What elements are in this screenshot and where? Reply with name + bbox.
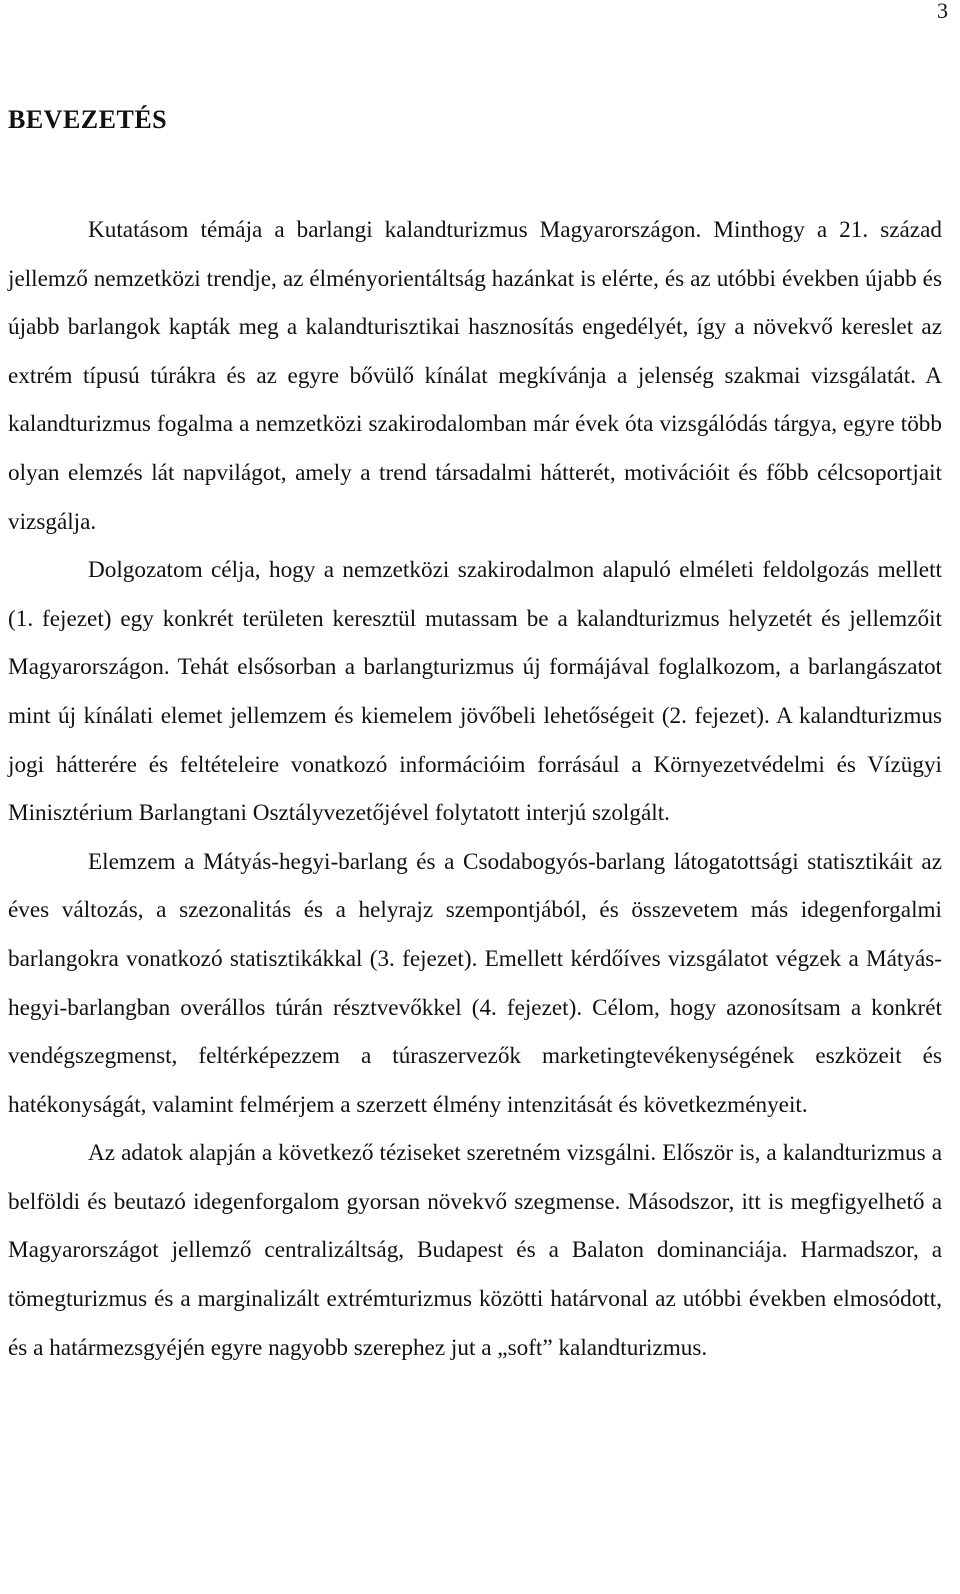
chapter-heading: BEVEZETÉS: [8, 105, 168, 134]
paragraph-thesis-goal: Dolgozatom célja, hogy a nemzetközi szakirodalmon alapuló elméleti feldolgozás mellett (1. fejezet) egy konkrét területen keresztül mutassam be a kalandturizmus helyzetét és jellemzőit Magyarországon. Tehát elsősorban a barlangturizmus új formájával foglalkozom, a barlangászatot mint új kínálati elemet jellemzem és kiemelem jövőbeli lehetőségeit (2. fejezet). A kalandturizmus jogi hátterére és feltételeire vonatkozó információim forrásául a Környezetvédelmi és Vízügyi Minisztérium Barlangtani Osztályvezetőjével folytatott interjú szolgált.: [8, 557, 942, 827]
paragraph-theses: Az adatok alapján a következő téziseket szeretném vizsgálni. Először is, a kalandturizmus a belföldi és beutazó idegenforgalom gyorsan növekvő szegmense. Másodszor, itt is megfigyelhető a Magyarországot jellemző centralizáltság, Budapest és a Balaton dominanciája. Harmadszor, a tömegturizmus és a marginalizált extrémturizmus közötti határvonal az utóbbi években elmosódott, és a határmezsgyéjén egyre nagyobb szerephez jut a „soft” kalandturizmus.: [8, 1140, 942, 1361]
paragraph-cave-statistics: Elemzem a Mátyás-hegyi-barlang és a Csodabogyós-barlang látogatottsági statisztikáit az éves változás, a szezonalitás és a helyrajz szempontjából, és összevetem más idegenforgalmi barlangokra vonatkozó statisztikákkal (3. fejezet). Emellett kérdőíves vizsgálatot végzek a Mátyás-hegyi-barlangban overállos túrán résztvevőkkel (4. fejezet). Célom, hogy azonosítsam a konkrét vendégszegmenst, feltérképezzem a túraszervezők marketingtevékenységének eszközeit és hatékonyságát, valamint felmérjem a szerzett élmény intenzitását és következményeit.: [8, 848, 942, 1118]
paragraph-research-topic: Kutatásom témája a barlangi kalandturizmus Magyarországon. Minthogy a 21. század jellemző nemzetközi trendje, az élményorientáltság hazánkat is elérte, és az utóbbi években újabb és újabb barlangok kapták meg a kalandturisztikai hasznosítás engedélyét, így a növekvő kereslet az extrém típusú túrákra és az egyre bővülő kínálat megkívánja a jelenség szakmai vizsgálatát. A kalandturizmus fogalma a nemzetközi szakirodalomban már évek óta vizsgálódás tárgya, egyre több olyan elemzés lát napvilágot, amely a trend társadalmi hátterét, motivációit és főbb célcsoportjait vizsgálja.: [8, 217, 942, 535]
body-text: [8, 206, 942, 1372]
page-number: 3: [937, 0, 948, 23]
